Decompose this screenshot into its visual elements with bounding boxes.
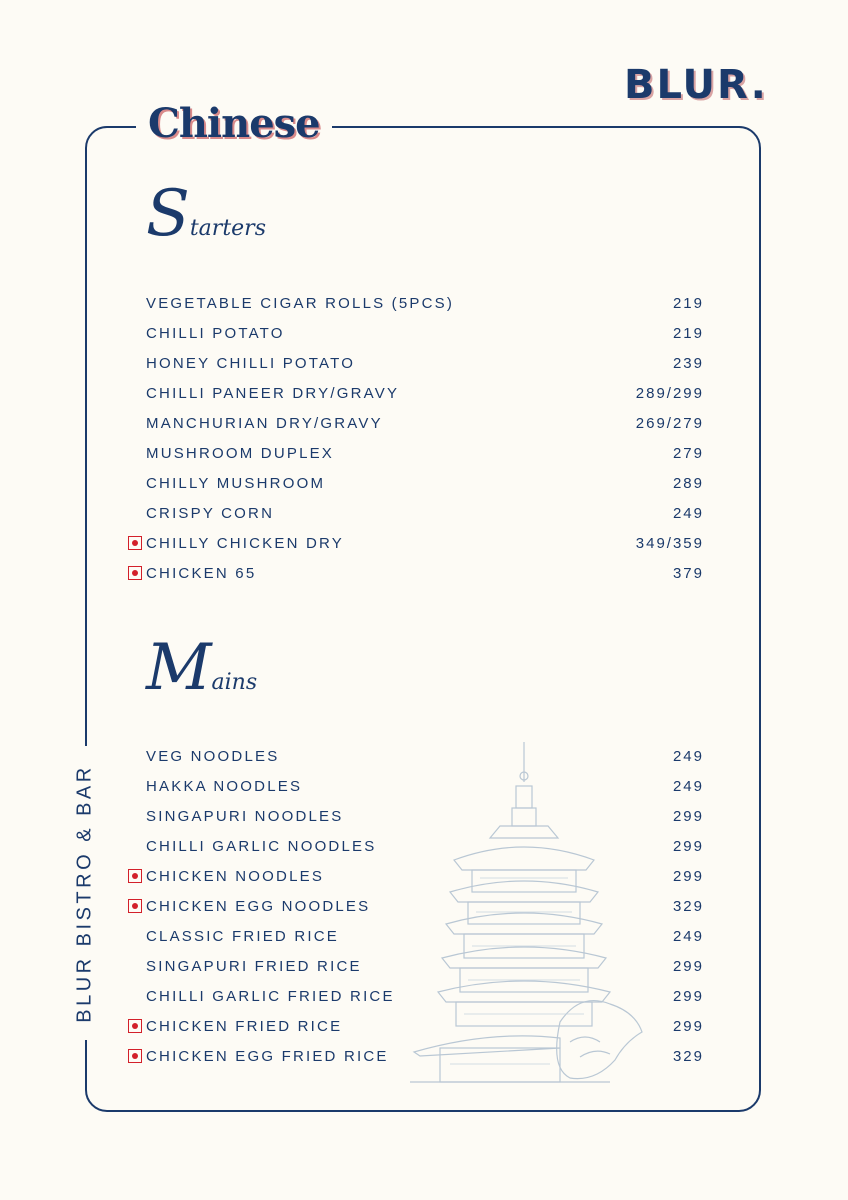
menu-item-name: VEG NOODLES xyxy=(146,747,280,765)
mains-heading-rest: ains xyxy=(211,670,258,695)
marker-spacer xyxy=(128,779,142,793)
marker-spacer xyxy=(128,929,142,943)
marker-spacer xyxy=(128,959,142,973)
menu-item-price: 219 xyxy=(672,324,704,342)
menu-item-price: 289/299 xyxy=(635,384,704,402)
marker-spacer xyxy=(128,326,142,340)
menu-item-price: 219 xyxy=(672,294,704,312)
menu-item-price: 299 xyxy=(672,1017,704,1035)
menu-item xyxy=(128,348,704,378)
menu-item-name: MUSHROOM DUPLEX xyxy=(146,444,335,462)
menu-item xyxy=(128,498,704,528)
menu-item-name: CHILLY CHICKEN DRY xyxy=(146,534,344,552)
nonveg-marker-icon xyxy=(128,869,142,883)
menu-item-name: HONEY CHILLI POTATO xyxy=(146,354,356,372)
menu-item-name: CLASSIC FRIED RICE xyxy=(146,927,339,945)
menu-item-price: 299 xyxy=(672,837,704,855)
menu-item xyxy=(128,438,704,468)
menu-item-price: 349/359 xyxy=(635,534,704,552)
menu-item-price: 299 xyxy=(672,867,704,885)
brand-logo: BLUR. xyxy=(624,62,768,108)
marker-spacer xyxy=(128,446,142,460)
side-label-container xyxy=(70,746,100,1040)
marker-spacer xyxy=(128,386,142,400)
nonveg-marker-icon xyxy=(128,899,142,913)
menu-item-name: CHICKEN EGG FRIED RICE xyxy=(146,1047,389,1065)
menu-item-price: 379 xyxy=(672,564,704,582)
menu-item-price: 249 xyxy=(672,504,704,522)
marker-spacer xyxy=(128,989,142,1003)
marker-spacer xyxy=(128,809,142,823)
menu-item-name: CHILLY MUSHROOM xyxy=(146,474,326,492)
menu-item-name: CHICKEN EGG NOODLES xyxy=(146,897,371,915)
menu-item-name: CHICKEN 65 xyxy=(146,564,257,582)
marker-spacer xyxy=(128,749,142,763)
nonveg-marker-icon xyxy=(128,1019,142,1033)
menu-item-price: 249 xyxy=(672,927,704,945)
menu-item-price: 329 xyxy=(672,897,704,915)
menu-item xyxy=(128,528,704,558)
marker-spacer xyxy=(128,476,142,490)
starters-heading xyxy=(146,177,266,251)
marker-spacer xyxy=(128,506,142,520)
menu-item-name: HAKKA NOODLES xyxy=(146,777,303,795)
menu-item-price: 279 xyxy=(672,444,704,462)
menu-item-name: CHICKEN FRIED RICE xyxy=(146,1017,343,1035)
menu-item-price: 299 xyxy=(672,807,704,825)
nonveg-marker-icon xyxy=(128,566,142,580)
menu-item-price: 249 xyxy=(672,747,704,765)
menu-item-price: 249 xyxy=(672,777,704,795)
menu-item-price: 299 xyxy=(672,957,704,975)
menu-item xyxy=(128,408,704,438)
menu-item xyxy=(128,288,704,318)
marker-spacer xyxy=(128,839,142,853)
menu-item-price: 299 xyxy=(672,987,704,1005)
menu-item-name: CHILLI POTATO xyxy=(146,324,285,342)
marker-spacer xyxy=(128,416,142,430)
side-label: BLUR BISTRO & BAR xyxy=(73,763,96,1023)
menu-item xyxy=(128,558,704,588)
menu-item-name: VEGETABLE CIGAR ROLLS (5PCS) xyxy=(146,294,455,312)
menu-item-name: MANCHURIAN DRY/GRAVY xyxy=(146,414,383,432)
menu-item-price: 329 xyxy=(672,1047,704,1065)
menu-item-price: 239 xyxy=(672,354,704,372)
menu-item-name: SINGAPURI FRIED RICE xyxy=(146,957,362,975)
menu-item-name: CRISPY CORN xyxy=(146,504,275,522)
menu-item-name: CHICKEN NOODLES xyxy=(146,867,325,885)
nonveg-marker-icon xyxy=(128,1049,142,1063)
starters-heading-cap: S xyxy=(146,177,190,251)
marker-spacer xyxy=(128,356,142,370)
mains-heading xyxy=(146,631,258,705)
page-title: Chinese xyxy=(136,100,332,147)
menu-item-name: CHILLI GARLIC NOODLES xyxy=(146,837,377,855)
mains-heading-cap: M xyxy=(146,631,212,705)
menu-item-price: 289 xyxy=(672,474,704,492)
menu-item-name: CHILLI GARLIC FRIED RICE xyxy=(146,987,395,1005)
starters-list xyxy=(128,288,704,588)
menu-item xyxy=(128,468,704,498)
menu-item xyxy=(128,318,704,348)
menu-item-name: CHILLI PANEER DRY/GRAVY xyxy=(146,384,400,402)
starters-heading-rest: tarters xyxy=(189,216,266,241)
nonveg-marker-icon xyxy=(128,536,142,550)
pagoda-illustration xyxy=(410,742,650,1094)
menu-item-price: 269/279 xyxy=(635,414,704,432)
menu-item-name: SINGAPURI NOODLES xyxy=(146,807,344,825)
menu-item xyxy=(128,378,704,408)
marker-spacer xyxy=(128,296,142,310)
